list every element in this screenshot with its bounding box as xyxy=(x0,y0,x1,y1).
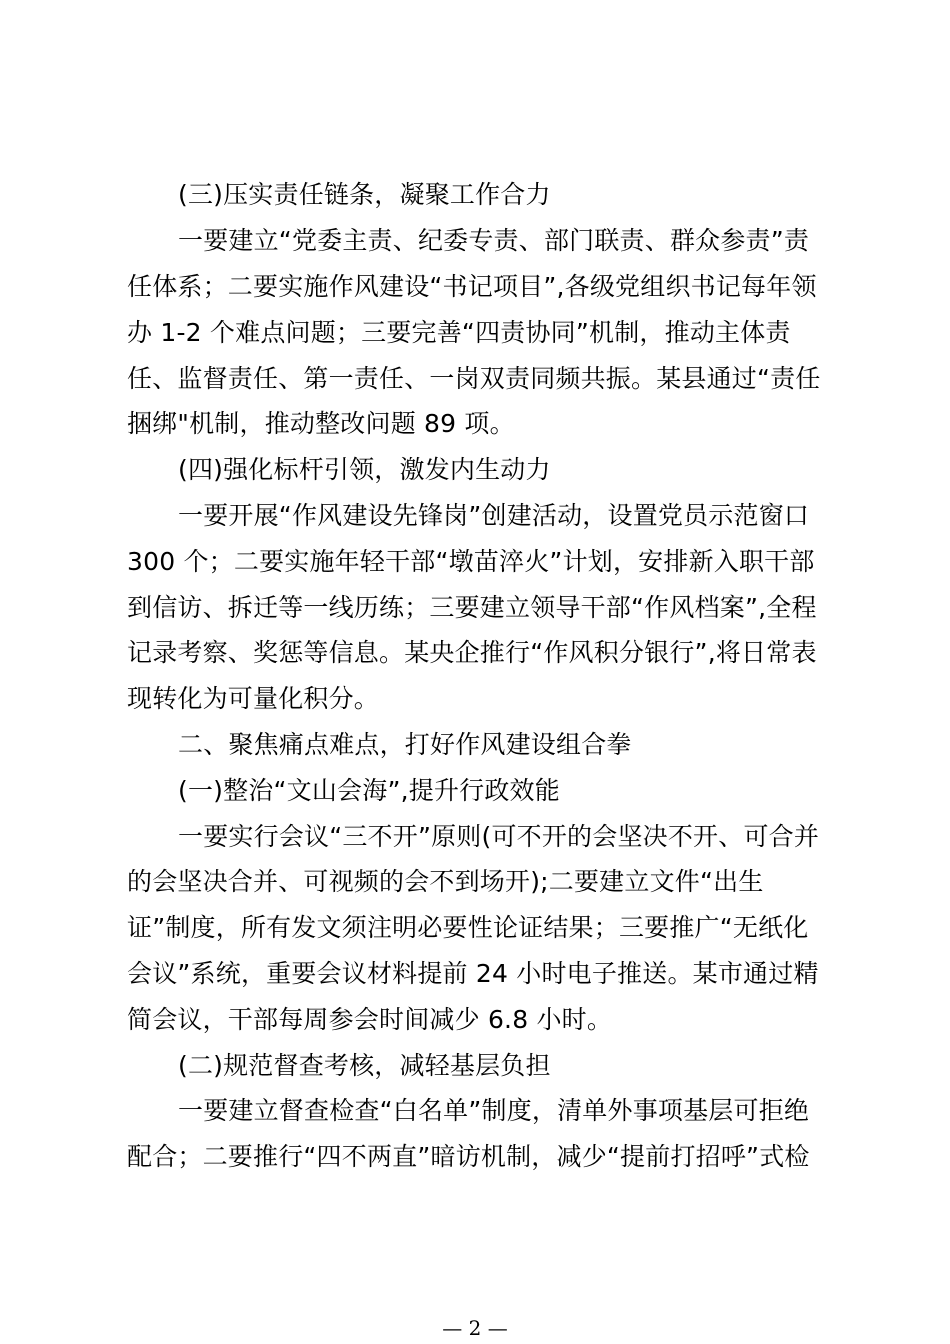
page-number: — 2 — xyxy=(442,1316,508,1340)
paragraph-line: 的会坚决合并、可视频的会不到场开);二要建立文件“出生 xyxy=(127,867,764,896)
paragraph-line: 记录考察、奖惩等信息。某央企推行“作风积分银行”,将日常表 xyxy=(127,638,817,667)
paragraph-line: 一要建立“党委主责、纪委专责、部门联责、群众参责”责 xyxy=(178,226,810,255)
paragraph-line: 现转化为可量化积分。 xyxy=(127,684,380,713)
paragraph-line: 一要开展“作风建设先锋岗”创建活动，设置党员示范窗口 xyxy=(178,501,810,530)
paragraph-line: 任、监督责任、第一责任、一岗双责同频共振。某县通过“责任 xyxy=(127,364,821,393)
heading-section-2: (二)规范督查考核，减轻基层负担 xyxy=(178,1051,551,1080)
paragraph-line: 一要建立督查检查“白名单”制度，清单外事项基层可拒绝 xyxy=(178,1096,810,1125)
paragraph-line: 办 1-2 个难点问题；三要完善“四责协同”机制，推动主体责 xyxy=(127,318,791,347)
paragraph-line: 证”制度，所有发文须注明必要性论证结果；三要推广“无纸化 xyxy=(127,913,809,942)
heading-part-2: 二、聚焦痛点难点，打好作风建设组合拳 xyxy=(178,730,632,759)
heading-section-3: (三)压实责任链条，凝聚工作合力 xyxy=(178,180,551,209)
paragraph-line: 捆绑"机制，推动整改问题 89 项。 xyxy=(127,409,515,438)
paragraph-line: 任体系；二要实施作风建设“书记项目”,各级党组织书记每年领 xyxy=(127,272,817,301)
paragraph-line: 300 个；二要实施年轻干部“墩苗淬火”计划，安排新入职干部 xyxy=(127,547,815,576)
paragraph-line: 到信访、拆迁等一线历练；三要建立领导干部“作风档案”,全程 xyxy=(127,593,817,622)
paragraph-line: 配合；二要推行“四不两直”暗访机制，减少“提前打招呼”式检 xyxy=(127,1142,810,1171)
paragraph-line: 简会议，干部每周参会时间减少 6.8 小时。 xyxy=(127,1005,613,1034)
heading-section-4: (四)强化标杆引领，激发内生动力 xyxy=(178,455,551,484)
paragraph-line: 一要实行会议“三不开”原则(可不开的会坚决不开、可合并 xyxy=(178,822,820,851)
heading-section-1: (一)整治“文山会海”,提升行政效能 xyxy=(178,776,560,805)
paragraph-line: 会议”系统，重要会议材料提前 24 小时电子推送。某市通过精 xyxy=(127,959,819,988)
